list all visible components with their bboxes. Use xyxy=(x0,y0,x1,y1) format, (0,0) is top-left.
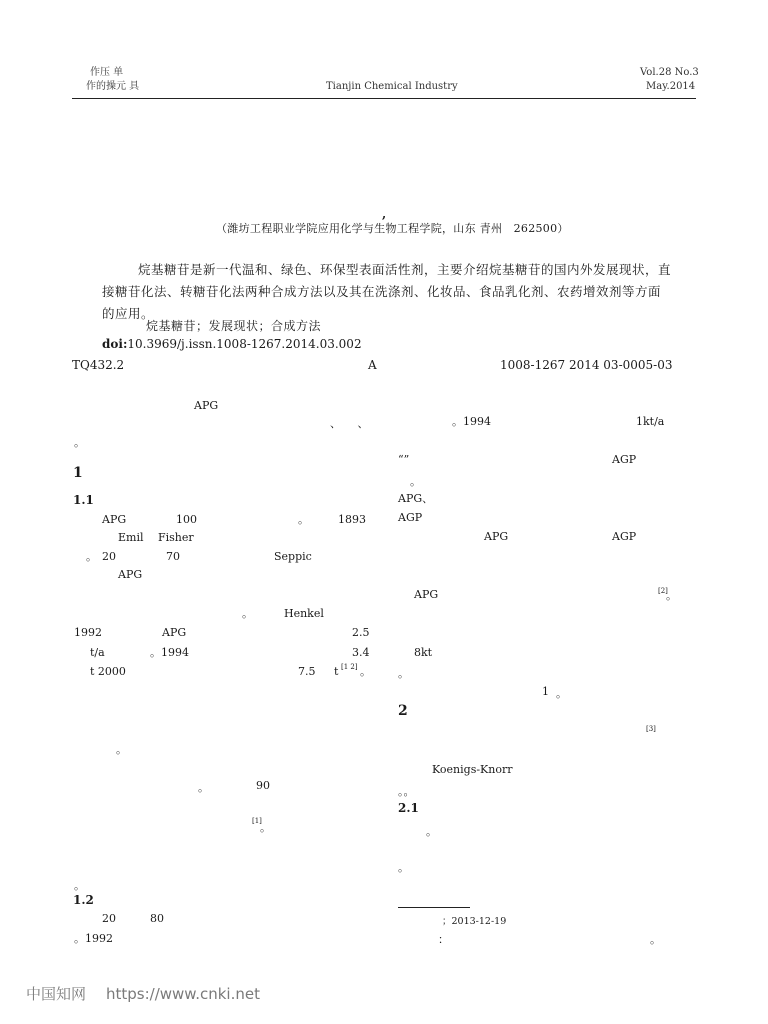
citation-ref: [1] xyxy=(252,817,262,825)
text-year: 1893 xyxy=(338,513,366,526)
doi-line xyxy=(102,338,362,350)
footnote-colon: ： xyxy=(438,933,449,946)
volume-number: Vol.28 No.3 xyxy=(640,67,699,78)
text-name: Koenigs-Knorr xyxy=(432,763,513,776)
document-code: A xyxy=(368,358,377,372)
cnki-brand-watermark: 中国知网 xyxy=(26,985,87,1003)
text-period: 。 xyxy=(116,743,127,756)
text-name: Emil xyxy=(118,531,144,544)
journal-name: Tianjin Chemical Industry xyxy=(326,81,458,92)
text-name: Fisher xyxy=(158,531,194,544)
citation-ref: [3] xyxy=(646,725,656,733)
text-year: 。1994 xyxy=(150,646,189,659)
header-rule xyxy=(72,98,696,99)
text-number: 100 xyxy=(176,513,197,526)
issue-date: May.2014 xyxy=(646,81,696,92)
text-quote: “” xyxy=(398,453,410,466)
text-period: 。 xyxy=(398,861,409,874)
section-heading-2-1: 2.1 xyxy=(398,801,419,815)
section-heading-1-1: 1.1 xyxy=(73,493,94,507)
text-year: 。1994 xyxy=(452,415,491,428)
text-period: 。 xyxy=(650,933,661,946)
text-periods: 。。 xyxy=(398,785,415,798)
text-year: 。1992 xyxy=(74,932,113,945)
text-apg: APG xyxy=(118,568,143,581)
citation-ref: [1 2] xyxy=(341,663,358,671)
section-heading-1: 1 xyxy=(73,465,83,481)
text-unit: 1kt/a xyxy=(636,415,665,428)
text-agp: AGP xyxy=(398,511,423,524)
text-period: 。 xyxy=(198,781,209,794)
text-number: 7.5 xyxy=(298,665,316,678)
abstract: 烷基糖苷是新一代温和、绿色、环保型表面活性剂，主要介绍烷基糖苷的国内外发展现状，直接糖苷化法、转糖苷化法两种合成方法以及其在洗涤剂、化妆品、食品乳化剂、农药增效剂等方面的应用。 xyxy=(102,262,672,321)
text-period: 。 xyxy=(298,513,309,526)
text-marks: 、 、 xyxy=(330,417,369,430)
text-period: 。 xyxy=(410,475,421,488)
doi-label: doi: xyxy=(102,337,128,351)
text-apg: APG xyxy=(484,530,509,543)
text-period: 。 xyxy=(86,550,97,563)
header-left-line2: 作的操元 具 xyxy=(86,81,140,92)
text-period: 。 xyxy=(398,667,409,680)
text-number: 1 xyxy=(542,685,549,698)
text-name: Seppic xyxy=(274,550,312,563)
text-unit: t xyxy=(334,665,339,678)
doi-value: 10.3969/j.issn.1008-1267.2014.03.002 xyxy=(127,337,362,351)
text-period: 。 xyxy=(426,825,437,838)
text-period: 。 xyxy=(666,589,677,602)
text-number: 20 xyxy=(102,550,116,563)
text-apg: APG xyxy=(194,399,219,412)
text-unit: 8kt xyxy=(414,646,433,659)
text-period: 。 xyxy=(556,687,567,700)
text-number: 2.5 xyxy=(352,626,370,639)
section-heading-1-2: 1.2 xyxy=(73,893,94,907)
text-year: t 2000 xyxy=(90,665,126,678)
text-year: 1992 xyxy=(74,626,102,639)
article-number: 1008-1267 2014 03-0005-03 xyxy=(500,358,673,372)
header-left-line1: 作压 单 xyxy=(90,67,124,78)
clc-number: TQ432.2 xyxy=(72,358,125,372)
text-number: 3.4 xyxy=(352,646,370,659)
text-apg: APG xyxy=(414,588,439,601)
text-number: 90 xyxy=(256,779,270,792)
section-heading-2: 2 xyxy=(398,703,408,719)
text-period: 。 xyxy=(74,879,85,892)
text-agp: AGP xyxy=(612,530,637,543)
received-date: ；2013-12-19 xyxy=(442,916,507,927)
text-agp: AGP xyxy=(612,453,637,466)
footnote-rule xyxy=(398,907,470,908)
text-unit: t/a xyxy=(90,646,105,659)
keywords: 烷基糖苷；发展现状；合成方法 xyxy=(146,319,322,333)
text-period: 。 xyxy=(242,607,253,620)
cnki-url[interactable]: https://www.cnki.net xyxy=(106,985,260,1003)
text-apg: APG xyxy=(102,513,127,526)
text-number: 20 xyxy=(102,912,116,925)
text-period: 。 xyxy=(260,821,271,834)
text-number: 80 xyxy=(150,912,164,925)
text-number: 70 xyxy=(166,550,180,563)
text-name: Henkel xyxy=(284,607,324,620)
title-mark: , xyxy=(382,207,387,221)
citation-ref: [2] xyxy=(658,587,668,595)
affiliation: （潍坊工程职业学院应用化学与生物工程学院，山东 青州 262500） xyxy=(216,222,569,235)
text-apg: APG、 xyxy=(398,492,434,505)
text-period: 。 xyxy=(360,665,371,678)
text-period: 。 xyxy=(74,436,85,449)
text-apg: APG xyxy=(162,626,187,639)
